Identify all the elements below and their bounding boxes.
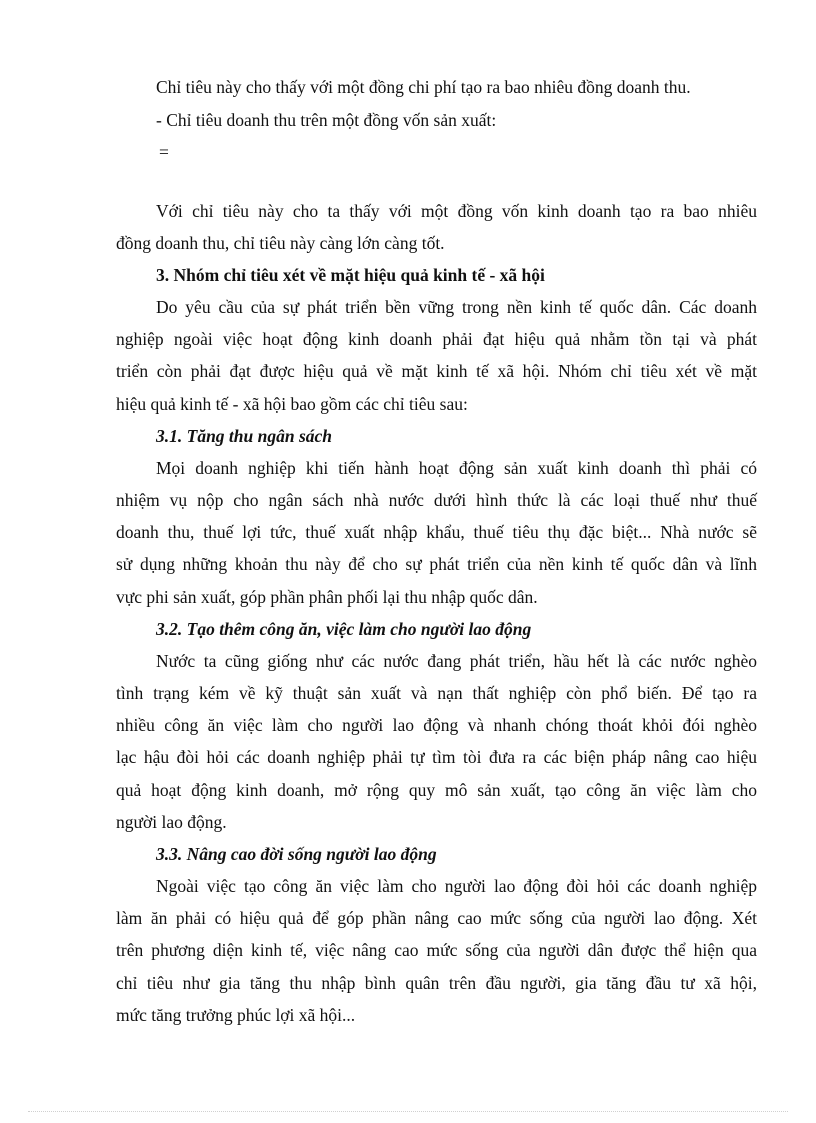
paragraph-line: Mọi doanh nghiệp khi tiến hành hoạt động sản xuất kinh doanh thì phải có [156,458,757,478]
paragraph-line: lạc hậu đòi hỏi các doanh nghiệp phải tự tìm tòi đưa ra các biện pháp nâng cao hiệu [116,747,757,767]
paragraph-line: Ngoài việc tạo công ăn việc làm cho người lao động đòi hỏi các doanh nghiệp [156,876,757,896]
paragraph-line: nghiệp ngoài việc hoạt động kinh doanh phải đạt hiệu quả nhằm tồn tại và phát [116,329,757,349]
list-item-line: - Chỉ tiêu doanh thu trên một đồng vốn sản xuất: [156,110,497,130]
subsection-heading: 3.1. Tăng thu ngân sách [156,426,333,446]
paragraph-line: sử dụng những khoản thu này để cho sự phát triển của nền kinh tế quốc dân và lĩnh [116,554,757,574]
subsection-heading: 3.3. Nâng cao đời sống người lao động [156,844,437,864]
paragraph-line: nhiệm vụ nộp cho ngân sách nhà nước dưới hình thức là các loại thuế như thuế [116,490,757,510]
formula-equals: = [159,142,169,162]
footer-divider [28,1111,788,1112]
paragraph-line: hiệu quả kinh tế - xã hội bao gồm các chỉ tiêu sau: [116,394,468,414]
paragraph-line: quả hoạt động kinh doanh, mở rộng quy mô sản xuất, tạo công ăn việc làm cho [116,780,757,800]
paragraph-line: nhiều công ăn việc làm cho người lao động và nhanh chóng thoát khỏi đói nghèo [116,715,757,735]
paragraph-line: Do yêu cầu của sự phát triển bền vững trong nền kinh tế quốc dân. Các doanh [156,297,757,317]
paragraph-line: triển còn phải đạt được hiệu quả về mặt kinh tế xã hội. Nhóm chỉ tiêu xét về mặt [116,361,757,381]
paragraph-line: tình trạng kém về kỹ thuật sản xuất và nạn thất nghiệp còn phổ biến. Để tạo ra [116,683,757,703]
paragraph-line: người lao động. [116,812,227,832]
paragraph-line: chỉ tiêu như gia tăng thu nhập bình quân trên đầu người, gia tăng đầu tư xã hội, [116,973,757,993]
paragraph-line: vực phi sản xuất, góp phần phân phối lại thu nhập quốc dân. [116,587,538,607]
paragraph-line: Nước ta cũng giống như các nước đang phát triển, hầu hết là các nước nghèo [156,651,757,671]
paragraph-line: làm ăn phải có hiệu quả để góp phần nâng cao mức sống của người lao động. Xét [116,908,757,928]
paragraph-line: Với chỉ tiêu này cho ta thấy với một đồng vốn kinh doanh tạo ra bao nhiêu [156,201,757,221]
subsection-heading: 3.2. Tạo thêm công ăn, việc làm cho người lao động [156,619,532,639]
paragraph-line: mức tăng trưởng phúc lợi xã hội... [116,1005,356,1025]
paragraph-line: Chỉ tiêu này cho thấy với một đồng chi phí tạo ra bao nhiêu đồng doanh thu. [156,77,691,97]
paragraph-line: trên phương diện kinh tế, việc nâng cao mức sống của người dân được thể hiện qua [116,940,757,960]
section-heading: 3. Nhóm chỉ tiêu xét về mặt hiệu quả kinh tế - xã hội [156,265,545,285]
paragraph-line: doanh thu, thuế lợi tức, thuế xuất nhập khẩu, thuế tiêu thụ đặc biệt... Nhà nước sẽ [116,522,757,542]
paragraph-line: đồng doanh thu, chỉ tiêu này càng lớn càng tốt. [116,233,445,253]
